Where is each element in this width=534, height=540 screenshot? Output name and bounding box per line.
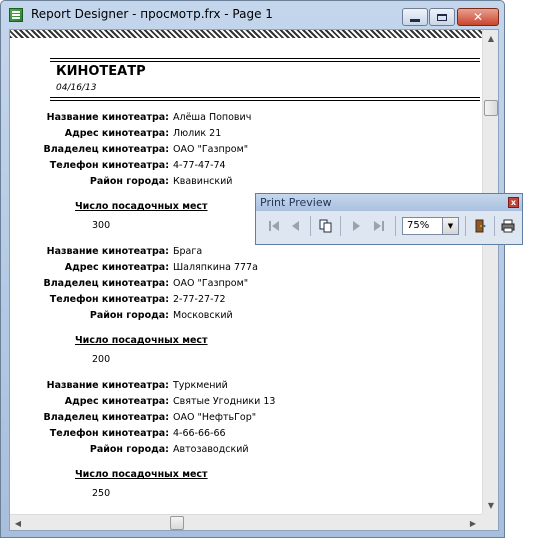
- previous-page-icon: [289, 219, 303, 233]
- name-label: Название кинотеатра:: [46, 246, 169, 257]
- seats-label: Число посадочных мест: [75, 469, 208, 480]
- page-top-edge: [10, 30, 482, 38]
- print-preview-toolbar: [255, 193, 523, 245]
- phone-label: Телефон кинотеатра:: [49, 294, 169, 305]
- name-label: Название кинотеатра:: [46, 112, 169, 123]
- owner-value: ОАО "НефтьГор": [173, 412, 257, 423]
- zoom-dropdown-icon[interactable]: ▼: [442, 218, 458, 234]
- header-rule-bottom-2: [50, 100, 480, 101]
- owner-label: Владелец кинотеатра:: [43, 412, 169, 423]
- vertical-scroll-thumb[interactable]: [484, 100, 498, 116]
- district-label: Район города:: [89, 176, 169, 187]
- seats-value: 250: [92, 488, 111, 499]
- maximize-icon: [437, 14, 447, 21]
- phone-value: 2-77-27-72: [173, 294, 226, 305]
- app-icon: [9, 8, 23, 22]
- seats-label: Число посадочных мест: [75, 335, 208, 346]
- scroll-right-icon[interactable]: ▶: [469, 518, 477, 528]
- address-value: Шаляпкина 777а: [173, 262, 258, 273]
- district-label: Район города:: [89, 310, 169, 321]
- first-page-icon: [267, 219, 281, 233]
- print-preview-title: Print Preview: [260, 196, 332, 209]
- last-page-button[interactable]: [369, 215, 389, 237]
- name-value: Алёша Попович: [173, 112, 252, 123]
- next-page-icon: [349, 219, 363, 233]
- district-label: Район города:: [89, 444, 169, 455]
- close-button[interactable]: [457, 8, 499, 26]
- next-page-button[interactable]: [346, 215, 366, 237]
- address-label: Адрес кинотеатра:: [64, 262, 169, 273]
- district-value: Квавинский: [173, 176, 233, 187]
- zoom-select[interactable]: [402, 217, 459, 235]
- phone-label: Телефон кинотеатра:: [49, 160, 169, 171]
- name-label: Название кинотеатра:: [46, 380, 169, 391]
- scroll-up-icon[interactable]: ▲: [487, 33, 495, 43]
- name-value: Брага: [173, 246, 203, 257]
- toolbar-separator: [310, 216, 311, 236]
- first-page-button[interactable]: [264, 215, 284, 237]
- seats-label: Число посадочных мест: [75, 201, 208, 212]
- exit-preview-button[interactable]: [470, 215, 490, 237]
- print-preview-close-icon[interactable]: x: [508, 197, 519, 208]
- toolbar-separator: [340, 216, 341, 236]
- horizontal-scrollbar[interactable]: [10, 514, 482, 531]
- name-value: Туркмений: [173, 380, 228, 391]
- seats-value: 300: [92, 220, 111, 231]
- scrollbar-corner: [482, 514, 499, 531]
- scroll-left-icon[interactable]: ◀: [14, 518, 22, 528]
- maximize-button[interactable]: [429, 8, 455, 26]
- seats-value: 200: [92, 354, 111, 365]
- owner-label: Владелец кинотеатра:: [43, 278, 169, 289]
- minimize-icon: [410, 19, 420, 22]
- toolbar-separator: [494, 216, 495, 236]
- toolbar-separator: [465, 216, 466, 236]
- last-page-icon: [372, 219, 386, 233]
- header-rule-top: [50, 58, 480, 59]
- phone-value: 4-77-47-74: [173, 160, 226, 171]
- vertical-scrollbar[interactable]: [482, 30, 499, 514]
- district-value: Московский: [173, 310, 233, 321]
- address-value: Люлик 21: [173, 128, 222, 139]
- address-label: Адрес кинотеатра:: [64, 396, 169, 407]
- owner-label: Владелец кинотеатра:: [43, 144, 169, 155]
- report-page: [10, 38, 482, 516]
- district-value: Автозаводский: [173, 444, 249, 455]
- address-value: Святые Угодники 13: [173, 396, 276, 407]
- scroll-down-icon[interactable]: ▼: [487, 500, 495, 510]
- zoom-value: 75%: [407, 220, 430, 231]
- preview-area: [9, 29, 499, 531]
- owner-value: ОАО "Газпром": [173, 144, 249, 155]
- cinema-record: [10, 380, 482, 505]
- phone-label: Телефон кинотеатра:: [49, 428, 169, 439]
- title-bar[interactable]: [1, 1, 504, 29]
- horizontal-scroll-thumb[interactable]: [170, 516, 184, 530]
- window-title: Report Designer - просмотр.frx - Page 1: [31, 7, 273, 21]
- minimize-button[interactable]: [402, 8, 428, 26]
- multiple-pages-icon: [319, 219, 333, 233]
- report-date: 04/16/13: [56, 83, 97, 93]
- phone-value: 4-66-66-66: [173, 428, 226, 439]
- header-rule-top-2: [50, 61, 480, 62]
- owner-value: ОАО "Газпром": [173, 278, 249, 289]
- report-title: КИНОТЕАТР: [56, 64, 146, 79]
- print-button[interactable]: [498, 215, 518, 237]
- address-label: Адрес кинотеатра:: [64, 128, 169, 139]
- printer-icon: [501, 219, 515, 233]
- print-preview-titlebar[interactable]: [256, 194, 522, 211]
- exit-door-icon: [473, 219, 487, 233]
- multiple-pages-button[interactable]: [316, 215, 336, 237]
- close-icon: ✕: [472, 10, 484, 24]
- toolbar-separator: [395, 216, 396, 236]
- cinema-record: [10, 246, 482, 371]
- header-rule-bottom: [50, 97, 480, 98]
- previous-page-button[interactable]: [286, 215, 306, 237]
